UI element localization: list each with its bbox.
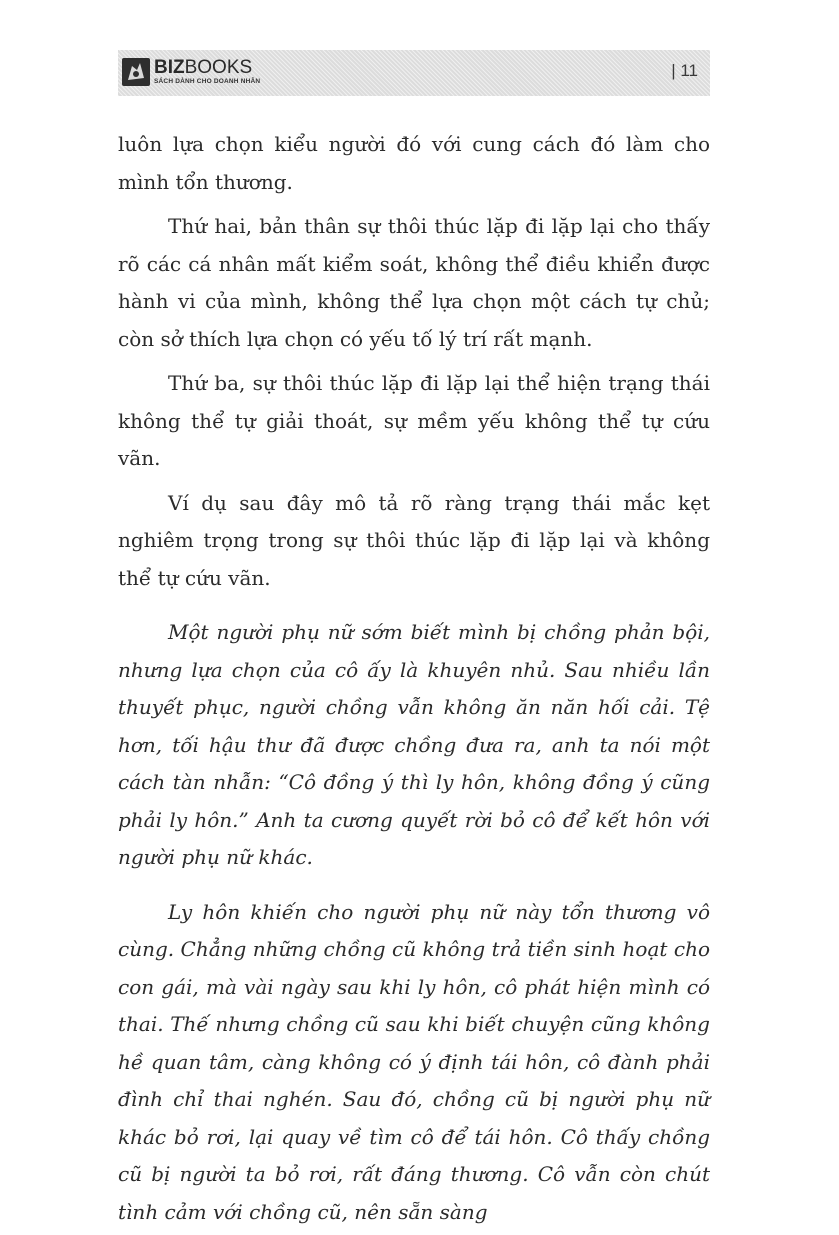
- page-header: [118, 50, 710, 96]
- brand-name-bold: BIZ: [154, 57, 185, 79]
- paragraph-third-point: Thứ ba, sự thôi thúc lặp đi lặp lại thể hiện trạng thái không thể tự giải thoát, sự mềm yếu không thể tự cứu vãn.: [118, 371, 710, 470]
- logo-emblem-icon: [122, 58, 150, 86]
- bizbooks-logo: [122, 55, 260, 89]
- paragraph-continuation: luôn lựa chọn kiểu người đó với cung cách đó làm cho mình tổn thương.: [118, 132, 710, 194]
- paragraph-example-story-1: Một người phụ nữ sớm biết mình bị chồng phản bội, nhưng lựa chọn của cô ấy là khuyên nhủ. Sau nhiều lần thuyết phục, người chồng vẫn không ăn năn hối cải. Tệ hơn, tối hậu thư đã được chồng đưa ra, anh ta nói một cách tàn nhẫn: “Cô đồng ý thì ly hôn, không đồng ý cũng phải ly hôn.” Anh ta cương quyết rời bỏ cô để kết hôn với người phụ nữ khác.: [118, 620, 710, 869]
- page-number: | 11: [671, 61, 698, 80]
- paragraph-example-story-2: Ly hôn khiến cho người phụ nữ này tổn thương vô cùng. Chẳng những chồng cũ không trả tiền sinh hoạt cho con gái, mà vài ngày sau khi ly hôn, cô phát hiện mình có thai. Thế nhưng chồng cũ sau khi biết chuyện cũng không hề quan tâm, càng không có ý định tái hôn, cô đành phải đình chỉ thai nghén. Sau đó, chồng cũ bị người phụ nữ khác bỏ rơi, lại quay về tìm cô để tái hôn. Cô thấy chồng cũ bị người ta bỏ rơi, rất đáng thương. Cô vẫn còn chút tình cảm với chồng cũ, nên sẵn sàng: [118, 899, 710, 1224]
- page-body: [118, 126, 710, 1231]
- brand-name-light: BOOKS: [184, 57, 253, 79]
- paragraph-second-point: Thứ hai, bản thân sự thôi thúc lặp đi lặp lại cho thấy rõ các cá nhân mất kiểm soát, không thể điều khiển được hành vi của mình, không thể lựa chọn một cách tự chủ; còn sở thích lựa chọn có yếu tố lý trí rất mạnh.: [118, 214, 710, 351]
- paragraph-example-intro: Ví dụ sau đây mô tả rõ ràng trạng thái mắc kẹt nghiêm trọng trong sự thôi thúc lặp đi lặp lại và không thể tự cứu vãn.: [118, 490, 710, 590]
- brand-tagline: SÁCH DÀNH CHO DOANH NHÂN: [154, 78, 261, 86]
